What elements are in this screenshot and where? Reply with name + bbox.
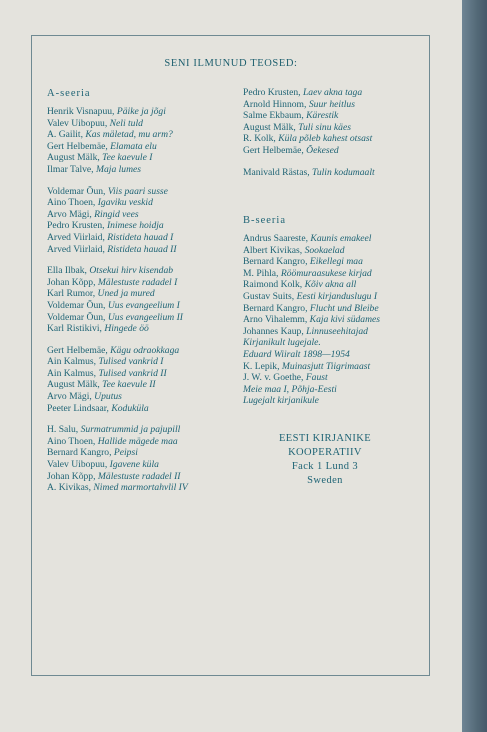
a-series-label: A-seeria — [47, 88, 91, 99]
book-entry — [47, 288, 237, 300]
entry-title: Kas mäletad, mu arm? — [85, 129, 173, 141]
entry-title: Laev akna taga — [302, 87, 363, 98]
entry-author: Bernard Kangro, — [243, 256, 308, 268]
group-spacer — [47, 176, 237, 186]
entry-author: Johan Kõpp, — [47, 470, 96, 482]
page-heading: SENI ILMUNUD TEOSED: — [164, 58, 298, 69]
publisher-name: EESTI KIRJANIKE — [278, 433, 372, 444]
entry-author: A. Kivikas, — [47, 482, 91, 494]
book-entry — [243, 349, 443, 361]
entry-author: Andrus Saareste, — [243, 233, 309, 244]
b-series-column — [243, 214, 443, 407]
book-entry — [47, 265, 237, 277]
entry-title: Kirjanikult lugejale. — [243, 337, 321, 349]
entry-title: Kägu odraokkaga — [110, 344, 180, 356]
book-entry — [243, 279, 443, 291]
entry-author: Arved Viirlaid, — [47, 231, 105, 243]
entry-title: Tuli sinu käes — [298, 121, 351, 133]
a-series-column — [47, 87, 237, 494]
entry-title: Surmatrummid ja pajupill — [80, 424, 181, 436]
book-entry — [243, 395, 443, 407]
entry-title: Uned ja mured — [97, 288, 155, 300]
book-entry — [243, 291, 443, 303]
book-entry — [47, 424, 237, 436]
entry-author: Arvo Mägi, — [47, 391, 92, 403]
entry-title: Tulin kodumaalt — [312, 166, 375, 178]
entry-title: Kaja kivi südames — [309, 314, 381, 326]
book-entry — [47, 447, 237, 459]
entry-title: Mälestuste radadel II — [97, 470, 181, 482]
book-entry — [47, 459, 237, 471]
publisher-type: KOOPERATIIV — [288, 447, 362, 458]
book-entry — [47, 197, 237, 209]
b-series-label: B-seeria — [243, 215, 286, 226]
entry-title: Linnuseehitajad — [306, 325, 368, 337]
book-entry — [47, 403, 237, 415]
publisher-country: Sweden — [307, 475, 343, 486]
entry-title: Kõiv akna all — [304, 279, 357, 291]
book-entry — [243, 167, 433, 179]
book-entry — [243, 303, 443, 315]
entry-title: Maja lumes — [95, 163, 142, 175]
entry-author: Ella Ilbak, — [47, 265, 87, 277]
entry-author: Ain Kalmus, — [47, 356, 97, 368]
entry-title: Inimese hoidja — [106, 220, 164, 232]
entry-title: Röömuraasukese kirjad — [280, 267, 372, 279]
book-entry — [243, 110, 433, 122]
group-spacer — [47, 255, 237, 265]
entry-title: Meie maa I, Põhja-Eesti — [243, 383, 337, 395]
book-entry — [47, 312, 237, 324]
entry-author: Gert Helbemäe, — [243, 144, 304, 156]
entry-author: Raimond Kolk, — [243, 279, 303, 291]
group-spacer — [243, 157, 433, 167]
entry-title: Hallide mägede maa — [97, 435, 178, 447]
entry-author: Valev Uibopuu, — [47, 459, 108, 471]
entry-title: Otsekui hirv kisendab — [89, 265, 174, 277]
entry-author: Arno Vihalemm, — [243, 314, 308, 326]
book-entry — [47, 106, 237, 118]
book-entry — [243, 233, 443, 245]
book-entry — [47, 277, 237, 289]
book-entry — [243, 87, 433, 99]
entry-author: Ilmar Talve, — [47, 163, 94, 175]
book-entry — [47, 368, 237, 380]
entry-title: Viis paari susse — [107, 185, 168, 197]
entry-title: Eduard Wiiralt 1898—1954 — [243, 348, 350, 360]
entry-author: Arvo Mägi, — [47, 208, 92, 220]
a-series-continued-column — [243, 87, 433, 178]
book-entry — [47, 152, 237, 164]
book-entry — [47, 379, 237, 391]
entry-title: Uus evangeelium I — [107, 299, 180, 311]
book-entry — [243, 361, 443, 373]
book-entry — [47, 471, 237, 483]
book-entry — [47, 391, 237, 403]
group-spacer — [47, 414, 237, 424]
entry-title: Faust — [305, 372, 328, 384]
entry-title: Sookaelad — [304, 244, 345, 256]
entry-title: Suur heitlus — [308, 98, 355, 110]
a-series-continued-list — [243, 87, 433, 178]
a-series-list — [47, 106, 237, 494]
book-entry — [47, 482, 237, 494]
book-entry — [243, 326, 443, 338]
book-entry — [243, 245, 443, 257]
entry-author: August Mälk, — [47, 152, 100, 164]
entry-author: Voldemar Õun, — [47, 299, 106, 311]
entry-title: Küla põleb kahest otsast — [278, 133, 373, 145]
b-series-list — [243, 233, 443, 407]
entry-author: August Mälk, — [243, 121, 296, 133]
entry-title: Neli tuld — [109, 117, 143, 129]
entry-author: Karl Rumor, — [47, 288, 96, 300]
entry-title: Päike ja jõgi — [116, 106, 166, 117]
entry-title: Eikellegi maa — [309, 256, 363, 268]
entry-author: H. Salu, — [47, 424, 79, 436]
book-entry — [47, 164, 237, 176]
entry-author: M. Pihla, — [243, 267, 279, 279]
publisher-block — [240, 432, 410, 488]
entry-title: Tulised vankrid I — [98, 356, 164, 368]
entry-author: Gustav Suits, — [243, 290, 295, 302]
entry-title: Peipsi — [113, 447, 138, 459]
entry-author: Johannes Kaup, — [243, 325, 304, 337]
entry-author: Karl Ristikivi, — [47, 323, 102, 335]
entry-title: Uus evangeelium II — [107, 311, 183, 323]
entry-author: A. Gailit, — [47, 129, 83, 141]
entry-author: Gert Helbemäe, — [47, 344, 108, 356]
book-entry — [47, 129, 237, 141]
cover-edge — [462, 0, 487, 732]
entry-title: Tulised vankrid II — [98, 367, 167, 379]
book-entry — [243, 337, 443, 349]
entry-author: Johan Kõpp, — [47, 276, 96, 288]
entry-title: Igavene küla — [109, 459, 159, 471]
entry-title: Ringid vees — [94, 208, 139, 220]
entry-title: Kaunis emakeel — [310, 233, 372, 244]
book-entry — [47, 300, 237, 312]
book-entry — [47, 141, 237, 153]
entry-author: Salme Ekbaum, — [243, 110, 304, 122]
entry-author: Ain Kalmus, — [47, 367, 97, 379]
entry-author: Gert Helbemäe, — [47, 140, 108, 152]
entry-author: Aino Thoen, — [47, 197, 96, 209]
entry-title: Flucht und Bleibe — [309, 302, 379, 314]
entry-title: Muinasjutt Tiigrimaast — [281, 360, 371, 372]
entry-title: Ristideta hauad I — [107, 231, 174, 243]
book-entry — [47, 323, 237, 335]
entry-title: Tee kaevule II — [102, 379, 156, 391]
entry-title: Hingede öö — [104, 323, 149, 335]
book-entry — [243, 99, 433, 111]
entry-title: Koduküla — [111, 402, 149, 414]
book-entry — [243, 314, 443, 326]
book-entry — [243, 256, 443, 268]
entry-title: Elamata elu — [110, 140, 157, 152]
group-spacer — [47, 335, 237, 345]
book-entry — [243, 268, 443, 280]
entry-author: Voldemar Õun, — [47, 311, 106, 323]
entry-author: Voldemar Õun, — [47, 185, 106, 197]
entry-title: Uputus — [94, 391, 122, 403]
entry-title: Lugejalt kirjanikule — [243, 395, 319, 407]
entry-title: Igaviku veskid — [97, 197, 153, 209]
book-entry — [243, 122, 433, 134]
book-entry — [243, 145, 433, 157]
entry-author: Pedro Krusten, — [243, 87, 301, 98]
entry-author: Peeter Lindsaar, — [47, 402, 109, 414]
entry-title: Õekesed — [306, 144, 339, 156]
book-entry — [243, 384, 443, 396]
entry-title: Tee kaevule I — [102, 152, 153, 164]
book-entry — [243, 133, 433, 145]
book-entry — [47, 436, 237, 448]
entry-title: Nimed marmortahvlil IV — [93, 482, 188, 494]
entry-author: Pedro Krusten, — [47, 220, 105, 232]
entry-author: Bernard Kangro, — [47, 447, 112, 459]
book-entry — [47, 232, 237, 244]
entry-title: Eesti kirjanduslugu I — [296, 290, 378, 302]
entry-author: K. Lepik, — [243, 360, 280, 372]
book-entry — [47, 356, 237, 368]
entry-author: Valev Uibopuu, — [47, 117, 108, 129]
book-entry — [47, 118, 237, 130]
entry-author: Bernard Kangro, — [243, 302, 308, 314]
entry-author: Arnold Hinnom, — [243, 98, 307, 110]
book-entry — [243, 372, 443, 384]
entry-title: Mälestuste radadel I — [97, 276, 178, 288]
entry-title: Kärestik — [306, 110, 339, 122]
book-entry — [47, 220, 237, 232]
book-entry — [47, 244, 237, 256]
book-entry — [47, 345, 237, 357]
book-entry — [47, 209, 237, 221]
entry-author: Aino Thoen, — [47, 435, 96, 447]
entry-title: Ristideta hauad II — [107, 243, 177, 255]
entry-author: J. W. v. Goethe, — [243, 372, 304, 384]
entry-author: Manivald Rästas, — [243, 166, 310, 178]
entry-author: Henrik Visnapuu, — [47, 106, 115, 117]
book-entry — [47, 186, 237, 198]
entry-author: August Mälk, — [47, 379, 100, 391]
entry-author: Arved Viirlaid, — [47, 243, 105, 255]
entry-author: R. Kolk, — [243, 133, 276, 145]
publisher-address: Fack 1 Lund 3 — [291, 461, 359, 472]
entry-author: Albert Kivikas, — [243, 244, 303, 256]
